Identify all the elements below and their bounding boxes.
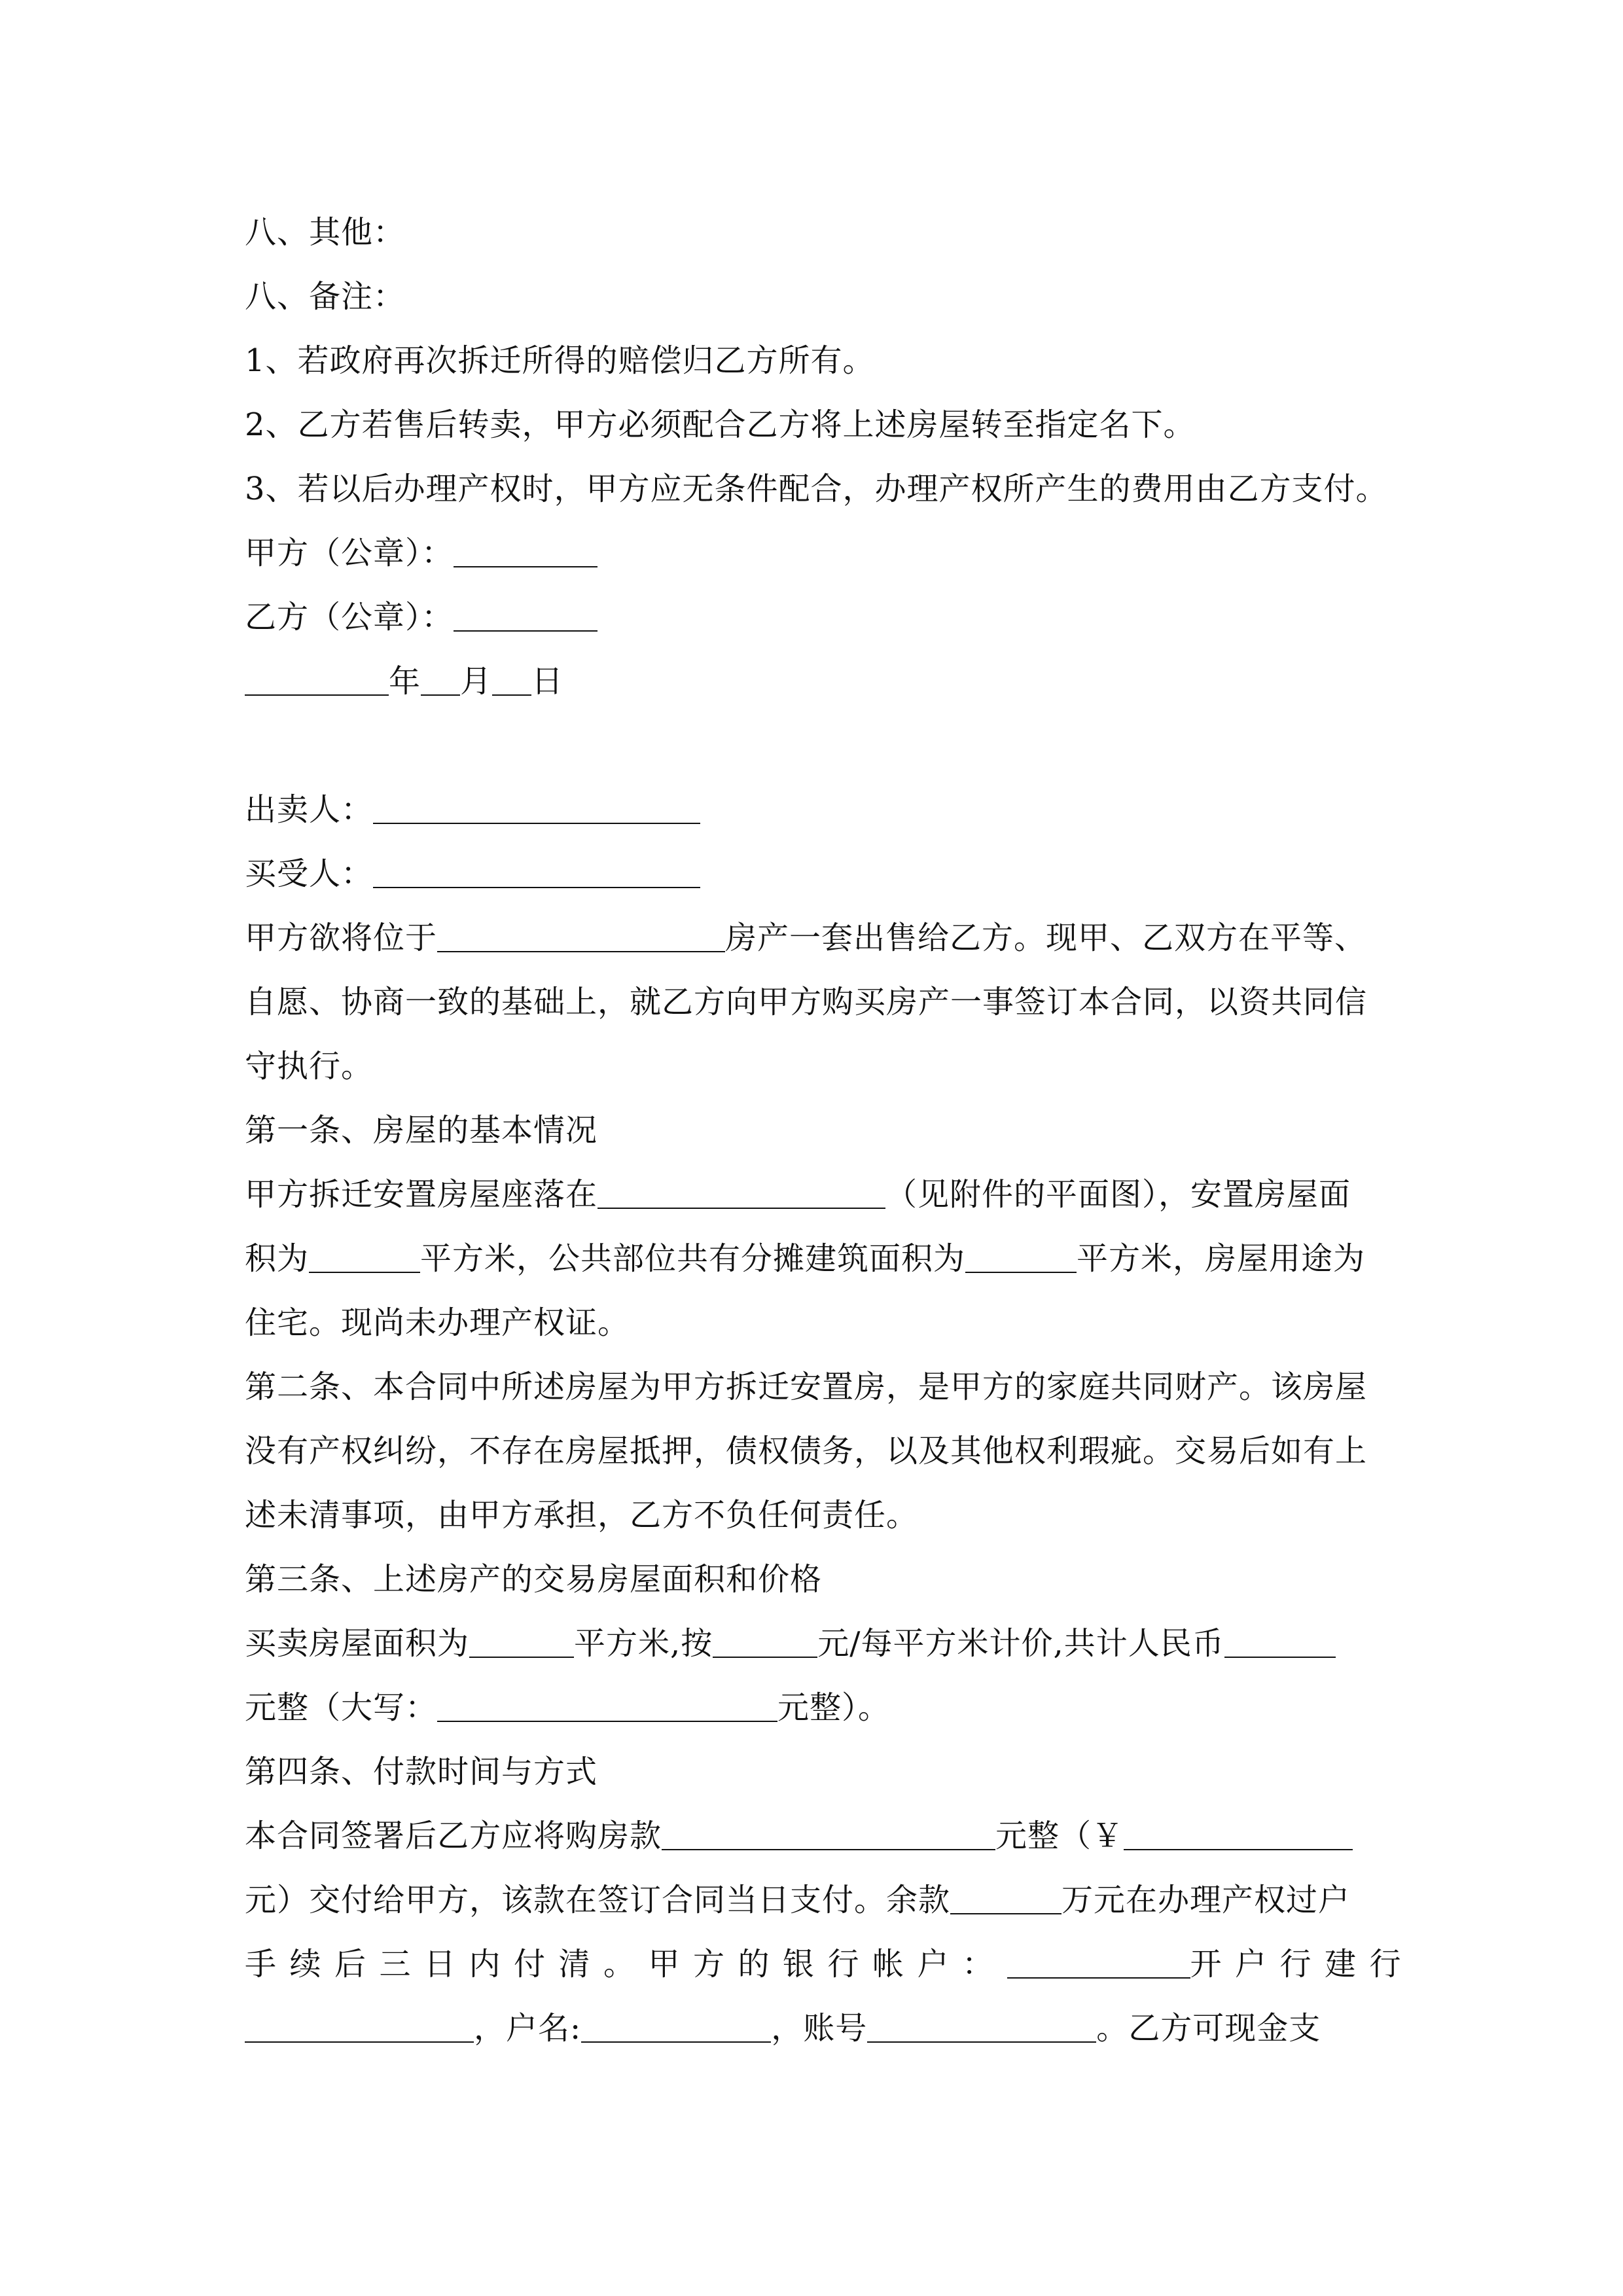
- remark-item: 2、乙方若售后转卖，甲方必须配合乙方将上述房屋转至指定名下。: [245, 406, 1196, 443]
- area-blank[interactable]: [309, 1243, 420, 1273]
- account-name-blank[interactable]: [581, 2013, 771, 2043]
- article-3-title: 第三条、上述房产的交易房屋面积和价格: [245, 1561, 823, 1598]
- article-4-line: 本合同签署后乙方应将购房款 元整（￥: [245, 1804, 1387, 1868]
- party-a-blank[interactable]: [454, 537, 597, 567]
- article-3-line: 买卖房屋面积为 平方米,按 元/每平方米计价,共计人民币: [245, 1611, 1387, 1676]
- party-b-signature: [245, 585, 1387, 649]
- party-a-label: 甲方（公章）：: [245, 535, 454, 571]
- unit-price-blank[interactable]: [713, 1628, 817, 1658]
- shared-area-blank[interactable]: [965, 1243, 1077, 1273]
- article-4-line: ，户名: ，账号 。乙方可现金支: [245, 1996, 1387, 2060]
- article-1-title: 第一条、房屋的基本情况: [245, 1112, 598, 1149]
- document-body: [245, 200, 1415, 2060]
- buyer-line: [245, 842, 1387, 906]
- spacer: [245, 713, 1387, 778]
- payment-amount-blank[interactable]: [662, 1820, 995, 1850]
- balance-blank[interactable]: [950, 1884, 1061, 1914]
- section-other: 八、其他：: [245, 214, 406, 251]
- article-2-line: 没有产权纠纷，不存在房屋抵押，债权债务，以及其他权利瑕疵。交易后如有上: [245, 1433, 1368, 1469]
- year-blank[interactable]: [245, 666, 389, 696]
- party-a-signature: [245, 521, 1387, 585]
- total-uppercase-blank[interactable]: [437, 1692, 777, 1722]
- seller-line: [245, 778, 1387, 842]
- article-2-line: 第二条、本合同中所述房屋为甲方拆迁安置房，是甲方的家庭共同财产。该房屋: [245, 1369, 1368, 1405]
- account-number-blank[interactable]: [867, 2013, 1096, 2043]
- remark-item: 3、若以后办理产权时，甲方应无条件配合，办理产权所产生的费用由乙方支付。: [245, 471, 1388, 507]
- trade-area-blank[interactable]: [469, 1628, 574, 1658]
- article-1-line: 住宅。现尚未办理产权证。: [245, 1304, 630, 1341]
- article-4-line: 元）交付给甲方，该款在签订合同当日支付。余款 万元在办理产权过户: [245, 1882, 1351, 1918]
- day-blank[interactable]: [492, 666, 531, 696]
- total-price-blank[interactable]: [1224, 1628, 1336, 1658]
- bank-account-blank[interactable]: [1007, 1948, 1190, 1979]
- remark-item: 1、若政府再次拆迁所得的赔偿归乙方所有。: [245, 342, 875, 379]
- article-1-line: 积为 平方米，公共部位共有分摊建筑面积为 平方米，房屋用途为: [245, 1240, 1366, 1277]
- property-location-blank[interactable]: [437, 922, 725, 952]
- seller-label: 出卖人：: [245, 791, 374, 828]
- intro-line: 自愿、协商一致的基础上，就乙方向甲方购买房产一事签订本合同，以资共同信: [245, 984, 1368, 1020]
- article-2-line: 述未清事项，由甲方承担，乙方不负任何责任。: [245, 1497, 919, 1534]
- date-line: 年 月 日: [245, 649, 1387, 713]
- payment-yuan-blank[interactable]: [1124, 1820, 1353, 1850]
- party-b-blank[interactable]: [454, 601, 597, 632]
- bank-branch-blank[interactable]: [245, 2013, 474, 2043]
- intro-line: 守执行。: [245, 1048, 374, 1085]
- article-3-line: 元整（大写： 元整）。: [245, 1689, 891, 1726]
- seller-blank[interactable]: [373, 794, 700, 824]
- house-location-blank[interactable]: [597, 1179, 885, 1209]
- month-blank[interactable]: [421, 666, 460, 696]
- section-remarks: 八、备注：: [245, 278, 406, 315]
- intro-line: 甲方欲将位于 房产一套出售给乙方。现甲、乙双方在平等、: [245, 920, 1367, 956]
- buyer-label: 买受人：: [245, 855, 374, 892]
- party-b-label: 乙方（公章）：: [245, 599, 454, 636]
- article-1-line: 甲方拆迁安置房屋座落在 （见附件的平面图），安置房屋面: [245, 1176, 1351, 1213]
- article-4-line: 手续后三日内付清。甲方的银行帐户： 开户行建行: [245, 1946, 1415, 1982]
- article-4-title: 第四条、付款时间与方式: [245, 1753, 598, 1790]
- buyer-blank[interactable]: [373, 858, 700, 888]
